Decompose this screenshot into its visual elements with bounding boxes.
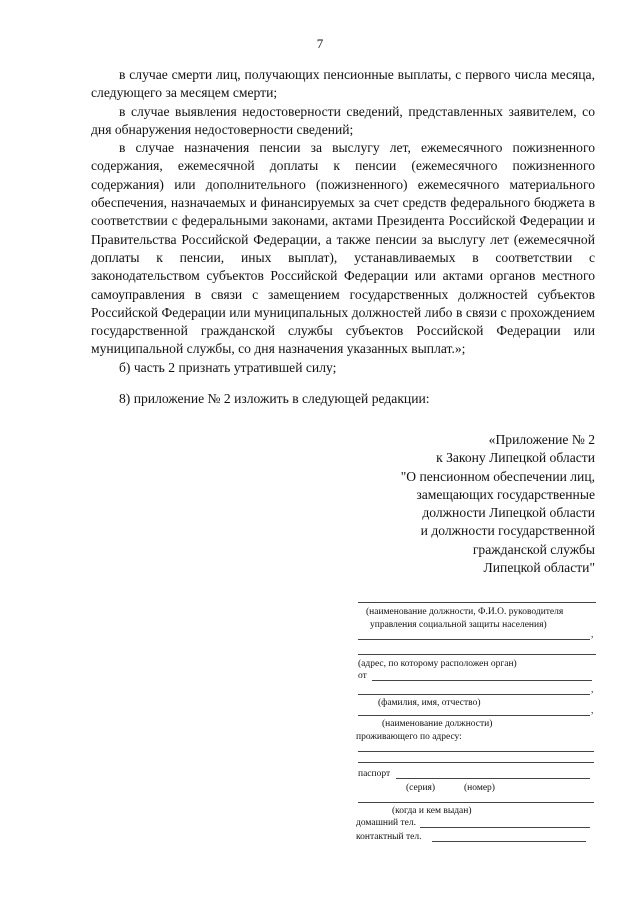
paragraph-part2: б) часть 2 признать утратившей силу; [119, 359, 337, 375]
home-phone-line[interactable] [420, 827, 590, 828]
head-line-2[interactable] [358, 639, 590, 640]
comma: , [591, 685, 594, 695]
appendix-header [335, 431, 595, 577]
head-caption: управления социальной защиты населения) [370, 620, 547, 630]
living-line-2[interactable] [358, 762, 594, 763]
appendix-line: замещающих государственные [416, 486, 595, 502]
head-caption: (наименование должности, Ф.И.О. руководителя [366, 607, 564, 617]
document-body [91, 66, 595, 408]
applicant-line[interactable] [358, 694, 590, 695]
address-caption: (адрес, по которому расположен орган) [358, 659, 517, 669]
address-line[interactable] [358, 654, 596, 655]
comma: , [591, 706, 594, 716]
item-8: 8) приложение № 2 изложить в следующей редакции: [119, 391, 430, 407]
appendix-line: и должности государственной [420, 523, 595, 539]
appendix-line: Липецкой области" [483, 560, 595, 576]
appendix-line: "О пенсионном обеспечении лиц, [400, 468, 595, 484]
living-label: проживающего по адресу: [356, 732, 462, 742]
passport-line[interactable] [396, 778, 590, 779]
appendix-line: «Приложение № 2 [488, 432, 595, 447]
paragraph-false-info: в случае выявления недостоверности сведений, представленных заявителем, со дня обнаружения недостоверности сведений; [91, 103, 595, 137]
fio-caption: (фамилия, имя, отчество) [378, 698, 481, 708]
issued-caption: (когда и кем выдан) [392, 806, 472, 816]
from-line[interactable] [372, 680, 592, 681]
from-label: от [358, 671, 367, 681]
number-caption: (номер) [464, 783, 495, 793]
page-number: 7 [316, 36, 324, 51]
paragraph-pension-assignment: в случае назначения пенсии за выслугу лет, ежемесячного пожизненного содержания, ежемесячной доплаты к пенсии (ежемесячного пожизненного содержания) или дополнительного (пожизненного) ежемесячного материального обеспечения, назначаемых и финансируемых за счет средств федерального бюджета в соответствии с федеральными законами, актами Президента Российской Федерации и Правительства Российской Федерации, а также пенсии за выслугу лет (ежемесячной доплаты к пенсии, иных выплат), устанавливаемых в соответствии с законодательством субъектов Российской Федерации или актами органов местного самоуправления в связи с замещением государственных должностей субъектов Российской Федерации или муниципальных должностей либо в связи с прохождением государственной гражданской службы субъектов Российской Федерации или муниципальной службы, со дня назначения указанных выплат.»; [91, 140, 595, 357]
appendix-line: гражданской службы [472, 541, 595, 557]
contact-phone-label: контактный тел. [356, 832, 422, 842]
appendix-line: должности Липецкой области [422, 505, 595, 521]
position-line[interactable] [358, 715, 590, 716]
living-line-1[interactable] [358, 751, 594, 752]
contact-phone-line[interactable] [432, 841, 586, 842]
appendix-line: к Закону Липецкой области [436, 450, 595, 466]
position-caption: (наименование должности) [382, 719, 493, 729]
home-phone-label: домашний тел. [356, 818, 416, 828]
paragraph-death: в случае смерти лиц, получающих пенсионные выплаты, с первого числа месяца, следующего за месяцем смерти; [91, 67, 595, 101]
issued-line[interactable] [358, 802, 594, 803]
series-caption: (серия) [406, 783, 436, 793]
passport-label: паспорт [358, 769, 391, 779]
comma: , [591, 630, 594, 640]
head-line[interactable] [358, 602, 596, 603]
